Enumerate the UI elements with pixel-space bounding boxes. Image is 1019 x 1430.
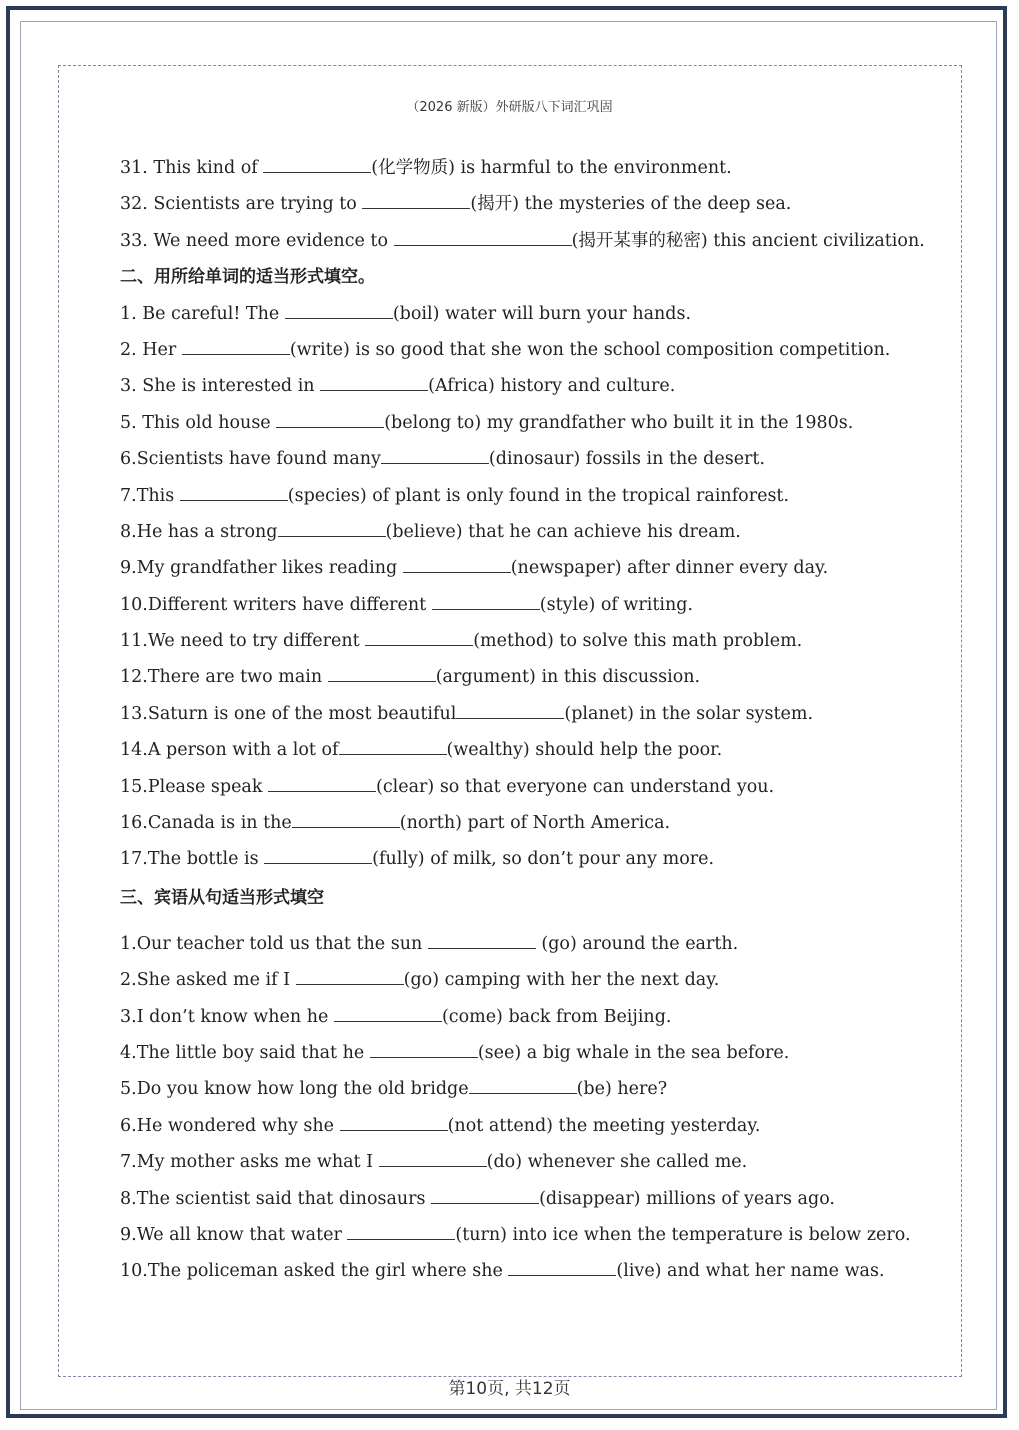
s3-question bbox=[120, 1253, 950, 1289]
s2-question bbox=[120, 441, 950, 477]
question-text: 9.My grandfather likes reading bbox=[120, 558, 403, 579]
question-text: (clear) so that everyone can understand you. bbox=[376, 776, 775, 797]
section-3-heading: 三、宾语从句适当形式填空 bbox=[120, 887, 324, 908]
worksheet-content bbox=[120, 150, 950, 1290]
answer-blank bbox=[381, 447, 489, 464]
s3-question bbox=[120, 926, 950, 962]
answer-blank bbox=[268, 775, 376, 792]
s2-question bbox=[120, 841, 950, 877]
page-footer bbox=[0, 1374, 1019, 1399]
question-text: 17.The bottle is bbox=[120, 849, 265, 870]
question-33 bbox=[120, 223, 950, 259]
question-text: 32. Scientists are trying to bbox=[120, 194, 363, 215]
answer-blank bbox=[292, 811, 400, 828]
question-text: (disappear) millions of years ago. bbox=[539, 1188, 835, 1209]
s2-question bbox=[120, 732, 950, 768]
question-32 bbox=[120, 186, 950, 222]
question-text: 8.He has a strong bbox=[120, 521, 278, 542]
s3-question bbox=[120, 962, 950, 998]
answer-blank bbox=[339, 738, 447, 755]
page-number-label: 第10页, 共12页 bbox=[444, 1379, 574, 1399]
answer-blank bbox=[264, 847, 372, 864]
answer-blank bbox=[379, 1150, 487, 1167]
question-31 bbox=[120, 150, 950, 186]
answer-blank bbox=[334, 1005, 442, 1022]
s2-question bbox=[120, 296, 950, 332]
question-text: 2. Her bbox=[120, 339, 182, 360]
question-text: (argument) in this discussion. bbox=[435, 667, 701, 688]
question-text: (揭开) the mysteries of the deep sea. bbox=[470, 194, 792, 215]
question-text: (see) a big whale in the sea before. bbox=[477, 1042, 790, 1063]
s2-question bbox=[120, 696, 950, 732]
question-text: 3. She is interested in bbox=[120, 376, 321, 397]
question-text: (go) camping with her the next day. bbox=[403, 970, 720, 991]
question-text: 3.I don’t know when he bbox=[120, 1006, 334, 1027]
question-text: (Africa) history and culture. bbox=[428, 376, 676, 397]
answer-blank bbox=[278, 520, 386, 537]
question-text: (fully) of milk, so don’t pour any more. bbox=[372, 849, 715, 870]
question-text: 16.Canada is in the bbox=[120, 813, 292, 834]
answer-blank bbox=[394, 229, 572, 246]
s2-question bbox=[120, 368, 950, 404]
answer-blank bbox=[370, 1041, 478, 1058]
s2-question bbox=[120, 514, 950, 550]
question-text: 5. This old house bbox=[120, 412, 277, 433]
question-text: (boil) water will burn your hands. bbox=[392, 303, 692, 324]
question-text: 4.The little boy said that he bbox=[120, 1042, 370, 1063]
s2-question bbox=[120, 587, 950, 623]
question-text: 2.She asked me if I bbox=[120, 970, 296, 991]
question-text: (species) of plant is only found in the tropical rainforest. bbox=[287, 485, 790, 506]
question-text: (do) whenever she called me. bbox=[486, 1152, 748, 1173]
s3-question bbox=[120, 1108, 950, 1144]
question-text: 33. We need more evidence to bbox=[120, 230, 394, 251]
answer-blank bbox=[320, 374, 428, 391]
question-text: (newspaper) after dinner every day. bbox=[510, 558, 829, 579]
answer-blank bbox=[328, 665, 436, 682]
question-text: (method) to solve this math problem. bbox=[473, 631, 803, 652]
question-text: 15.Please speak bbox=[120, 776, 269, 797]
question-text: (live) and what her name was. bbox=[616, 1261, 885, 1282]
s2-question bbox=[120, 405, 950, 441]
s3-question bbox=[120, 1144, 950, 1180]
question-text: 7.My mother asks me what I bbox=[120, 1152, 379, 1173]
question-text: 6.Scientists have found many bbox=[120, 449, 381, 470]
question-text: 6.He wondered why she bbox=[120, 1115, 340, 1136]
question-text: 1.Our teacher told us that the sun bbox=[120, 933, 428, 954]
question-text: (style) of writing. bbox=[539, 594, 694, 615]
s2-question bbox=[120, 478, 950, 514]
question-text: 7.This bbox=[120, 485, 180, 506]
question-text: (be) here? bbox=[576, 1079, 668, 1100]
answer-blank bbox=[347, 1223, 455, 1240]
question-text: (wealthy) should help the poor. bbox=[446, 740, 723, 761]
question-text: (揭开某事的秘密) this ancient civilization. bbox=[571, 230, 925, 251]
page-header-title: （2026 新版）外研版八下词汇巩固 bbox=[406, 100, 613, 115]
answer-blank bbox=[428, 932, 536, 949]
question-text: 12.There are two main bbox=[120, 667, 328, 688]
s3-question bbox=[120, 1217, 950, 1253]
answer-blank bbox=[180, 484, 288, 501]
question-text: 1. Be careful! The bbox=[120, 303, 285, 324]
s3-question bbox=[120, 1035, 950, 1071]
question-text: 9.We all know that water bbox=[120, 1224, 348, 1245]
answer-blank bbox=[182, 338, 290, 355]
answer-blank bbox=[362, 192, 470, 209]
question-text: 13.Saturn is one of the most beautiful bbox=[120, 703, 457, 724]
s2-question bbox=[120, 769, 950, 805]
s2-question bbox=[120, 805, 950, 841]
question-text: 14.A person with a lot of bbox=[120, 740, 339, 761]
answer-blank bbox=[432, 593, 540, 610]
question-text: (turn) into ice when the temperature is below zero. bbox=[455, 1224, 911, 1245]
answer-blank bbox=[276, 411, 384, 428]
answer-blank bbox=[403, 556, 511, 573]
question-text: (go) around the earth. bbox=[535, 933, 739, 954]
question-text: (not attend) the meeting yesterday. bbox=[447, 1115, 761, 1136]
question-text: (north) part of North America. bbox=[399, 813, 671, 834]
answer-blank bbox=[340, 1114, 448, 1131]
question-text: (write) is so good that she won the school composition competition. bbox=[289, 339, 891, 360]
answer-blank bbox=[296, 968, 404, 985]
question-text: (believe) that he can achieve his dream. bbox=[385, 521, 741, 542]
question-text: (dinosaur) fossils in the desert. bbox=[488, 449, 766, 470]
answer-blank bbox=[469, 1077, 577, 1094]
question-text: 8.The scientist said that dinosaurs bbox=[120, 1188, 432, 1209]
question-text: (belong to) my grandfather who built it in the 1980s. bbox=[384, 412, 854, 433]
question-text: 11.We need to try different bbox=[120, 631, 366, 652]
s3-question bbox=[120, 1181, 950, 1217]
answer-blank bbox=[508, 1259, 616, 1276]
question-text: 31. This kind of bbox=[120, 158, 264, 178]
question-text: 10.Different writers have different bbox=[120, 594, 432, 615]
question-text: (化学物质) is harmful to the environment. bbox=[371, 158, 732, 178]
answer-blank bbox=[365, 629, 473, 646]
s2-question bbox=[120, 659, 950, 695]
s3-question bbox=[120, 1071, 950, 1107]
section-2-heading: 二、用所给单词的适当形式填空。 bbox=[120, 267, 375, 288]
answer-blank bbox=[263, 156, 371, 173]
question-text: (planet) in the solar system. bbox=[564, 703, 814, 724]
s3-question bbox=[120, 999, 950, 1035]
answer-blank bbox=[285, 302, 393, 319]
question-text: 10.The policeman asked the girl where she bbox=[120, 1261, 509, 1282]
answer-blank bbox=[431, 1187, 539, 1204]
s2-question bbox=[120, 550, 950, 586]
s2-question bbox=[120, 623, 950, 659]
s2-question bbox=[120, 332, 950, 368]
question-text: 5.Do you know how long the old bridge bbox=[120, 1079, 469, 1100]
question-text: (come) back from Beijing. bbox=[441, 1006, 672, 1027]
answer-blank bbox=[456, 702, 564, 719]
